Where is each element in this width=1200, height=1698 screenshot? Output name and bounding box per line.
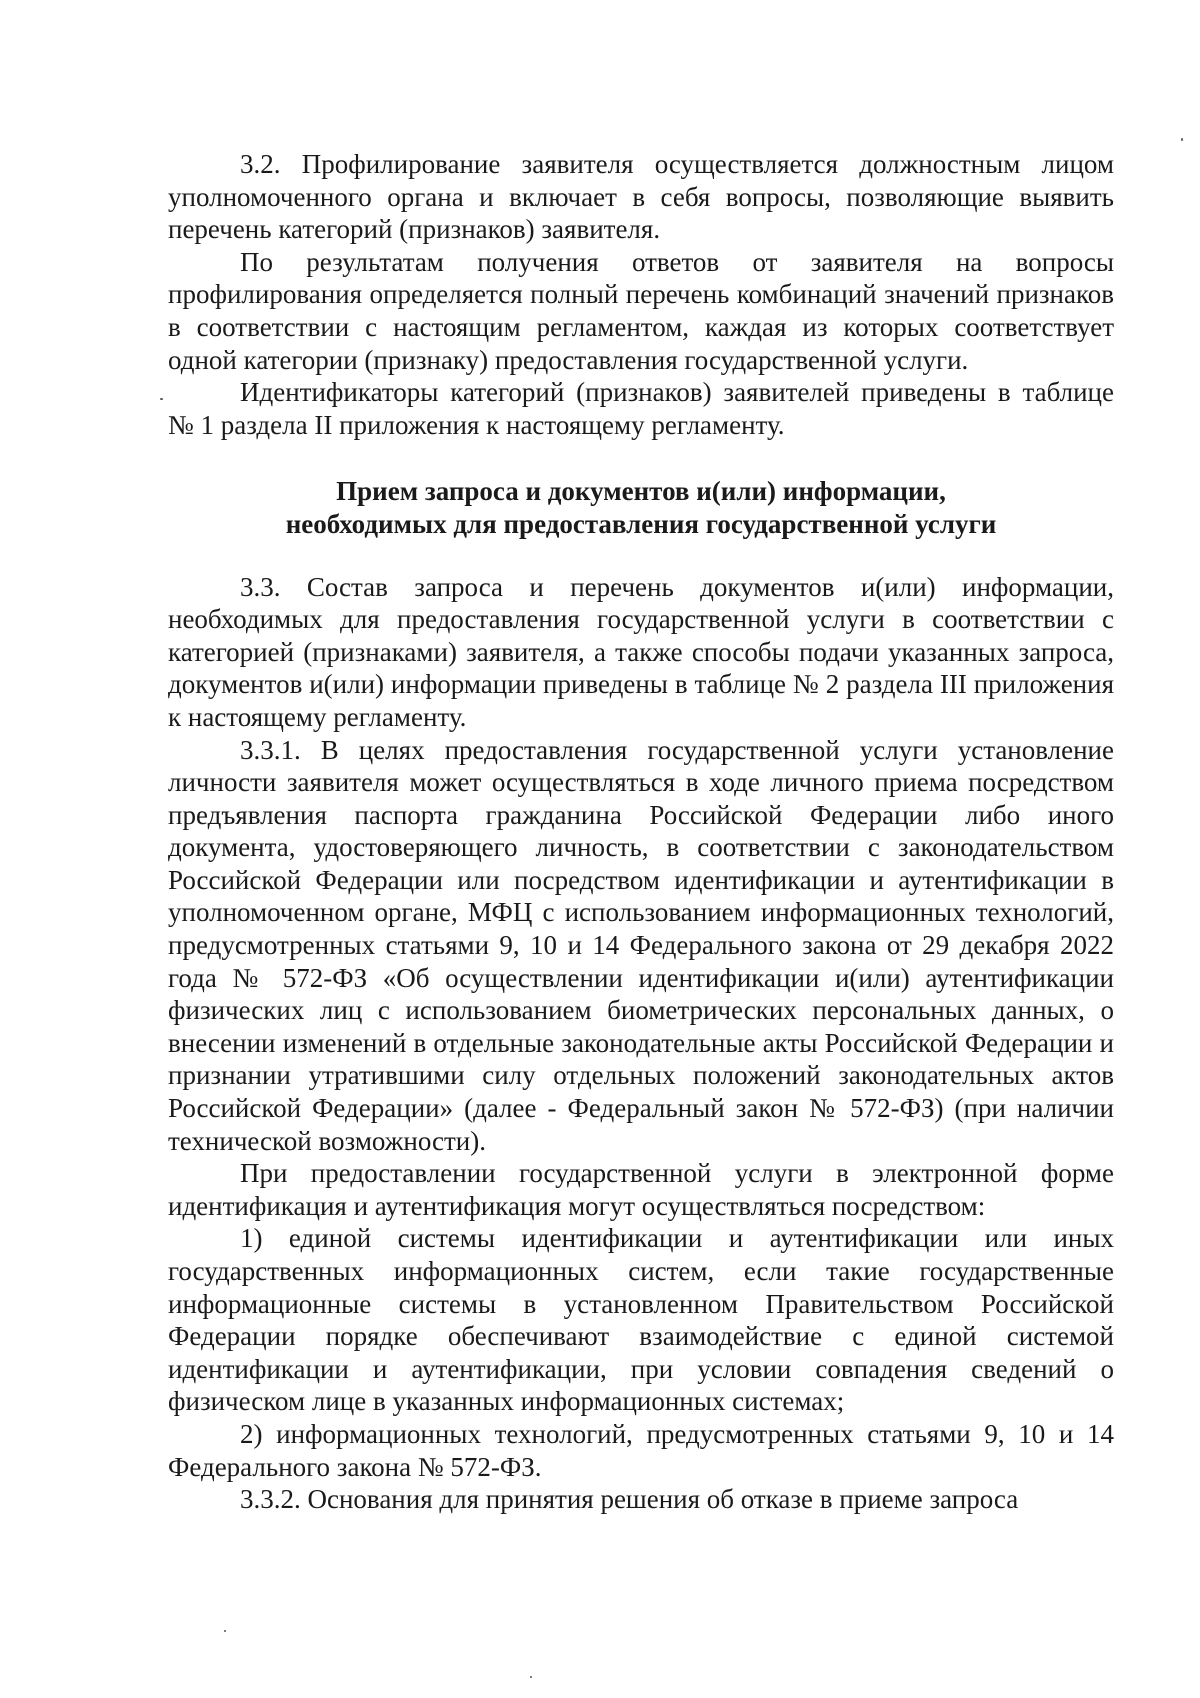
spacer <box>168 541 1114 571</box>
spacer <box>168 441 1114 475</box>
paragraph-3-3-1: 3.3.1. В целях предоставления государственной услуги установление личности заявителя может осуществляться в ходе личного приема посредством предъявления паспорта гражданина Российской Федерации либо иного документа, удостоверяющего личность, в соответствии с законодательством Российской Федерации или посредством идентификации и аутентификации в уполномоченном органе, МФЦ с использованием информационных технологий, предусмотренных статьями 9, 10 и 14 Федерального закона от 29 декабря 2022 года № 572-ФЗ «Об осуществлении идентификации и(или) аутентификации физических лиц с использованием биометрических персональных данных, о внесении изменений в отдельные законодательные акты Российской Федерации и признании утратившими силу отдельных положений законодательных актов Российской Федерации» (далее - Федеральный закон № 572-ФЗ) (при наличии технической возможности). <box>168 734 1114 1156</box>
paragraph-profiling-results: По результатам получения ответов от заявителя на вопросы профилирования определяется полный перечень комбинаций значений признаков в соответствии с настоящим регламентом, каждая из которых соответствует одной категории (признаку) предоставления государственной услуги. <box>168 246 1114 375</box>
list-item-1: 1) единой системы идентификации и аутентификации или иных государственных информационных систем, если такие государственные информационные системы в установленном Правительством Российской Федерации порядке обеспечивают взаимодействие с единой системой идентификации и аутентификации, при условии совпадения сведений о физическом лице в указанных информационных системах; <box>168 1223 1114 1417</box>
section-heading-line-1: Прием запроса и документов и(или) информации, <box>336 476 946 507</box>
paragraph-3-3-2: 3.3.2. Основания для принятия решения об отказе в приеме запроса <box>240 1484 1019 1515</box>
paragraph-3-2: 3.2. Профилирование заявителя осуществляется должностным лицом уполномоченного органа и включает в себя вопросы, позволяющие выявить перечень категорий (признаков) заявителя. <box>168 149 1114 245</box>
list-item-2: 2) информационных технологий, предусмотренных статьями 9, 10 и 14 Федерального закона № 572-ФЗ. <box>168 1418 1114 1482</box>
document-page <box>168 148 1114 1516</box>
scan-speck <box>530 1676 532 1678</box>
paragraph-identifiers: Идентификаторы категорий (признаков) заявителей приведены в таблице № 1 раздела II приложения к настоящему регламенту. <box>168 377 1114 440</box>
scan-speck <box>1181 138 1183 141</box>
paragraph-electronic-form: При предоставлении государственной услуги в электронной форме идентификация и аутентификация могут осуществляться посредством: <box>168 1158 1114 1221</box>
paragraph-3-3: 3.3. Состав запроса и перечень документов и(или) информации, необходимых для предоставления государственной услуги в соответствии с категорией (признаками) заявителя, а также способы подачи указанных запроса, документов и(или) информации приведены в таблице № 2 раздела III приложения к настоящему регламенту. <box>168 571 1114 732</box>
scan-speck <box>160 398 163 400</box>
scan-speck <box>224 1630 226 1632</box>
section-heading-line-2: необходимых для предоставления государственной услуги <box>285 508 997 539</box>
